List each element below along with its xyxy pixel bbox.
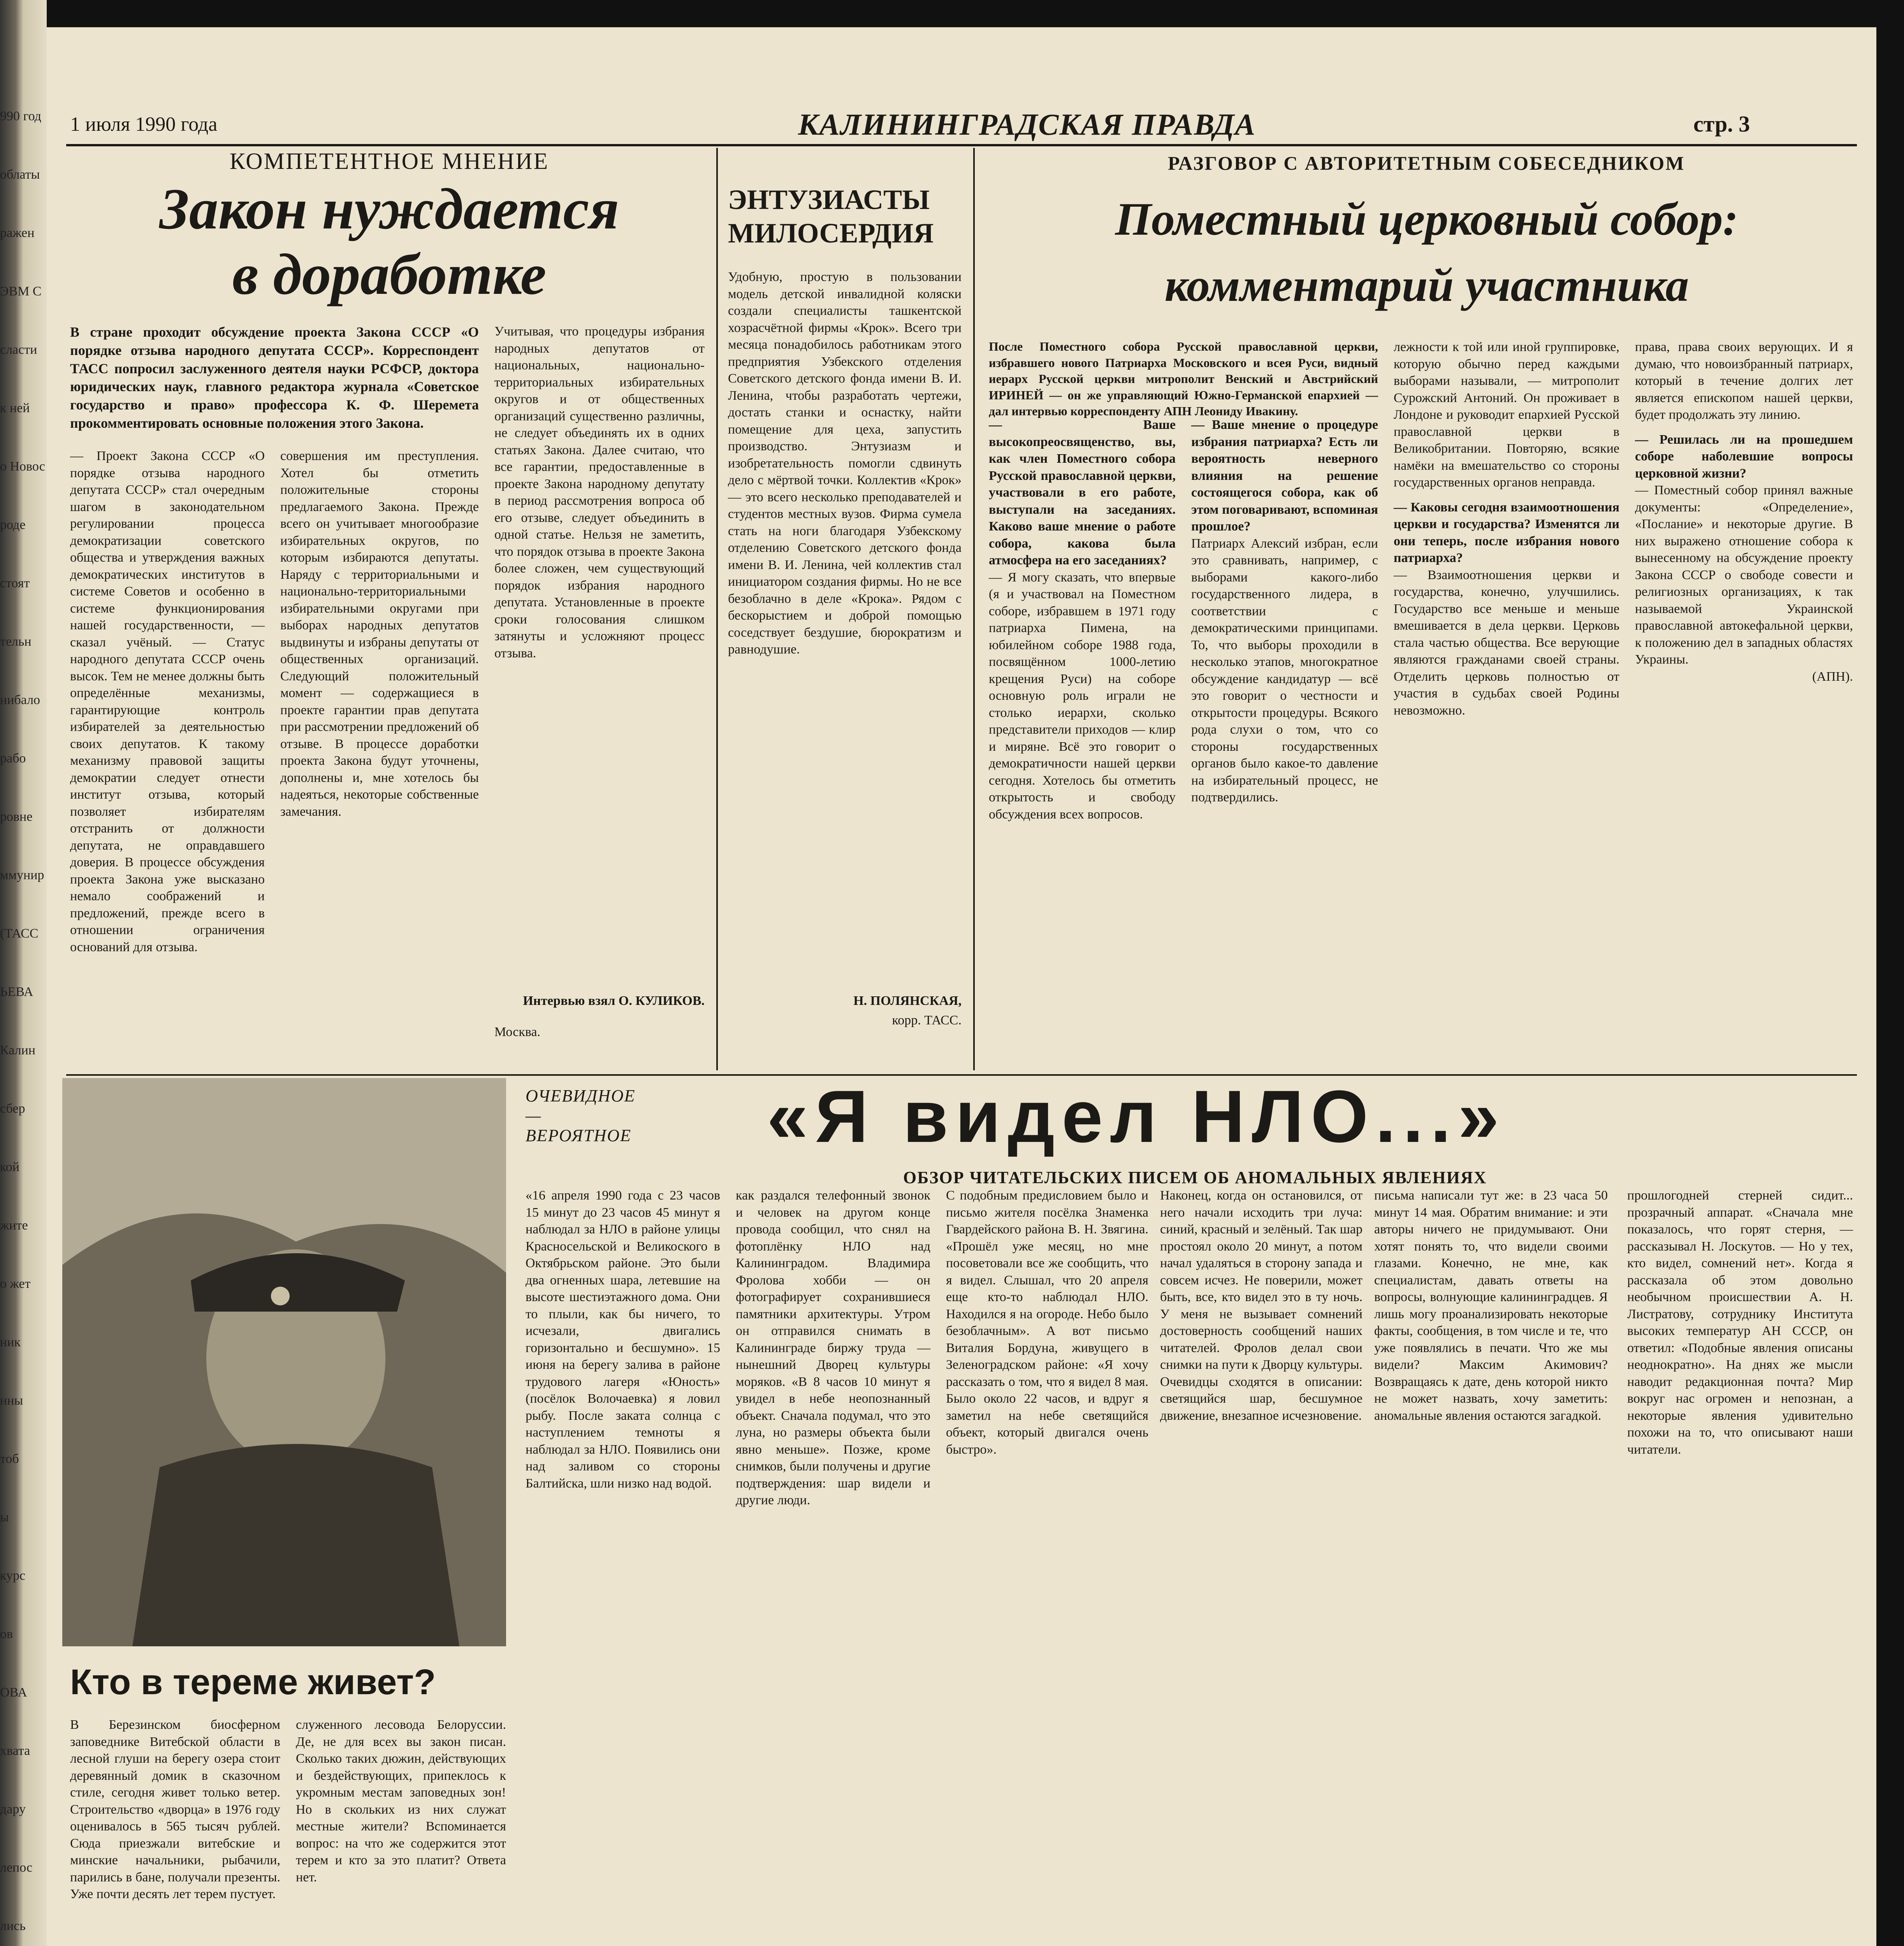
edge-fragment: ммунир	[0, 868, 44, 882]
edge-fragment: лепос	[0, 1860, 33, 1875]
terem-column-2: служенного лесовода Белоруссии. Де, не для всех вы закон писан. Сколько таких дюжин, действующих и бездействующих, припеклось к укромным местам заповедных зон! Но в скольких из них служат местные жители? Вспоминается вопрос: на что же содержится этот терем и кто за это платит? Ответа нет.	[296, 1718, 506, 1885]
edge-fragment: тоб	[0, 1452, 19, 1466]
enthusiasts-signature-role: корр. ТАСС.	[892, 1013, 962, 1027]
sobor-answer-3: лежности к той или иной группировке, которую обычно перед каждыми выборами называли, — митрополит Сурожский Антоний. Он проживает в Лондоне и руководит епархией Русской православной церкви в Великобритании. Повторяю, всякие намёки на вмешательство со стороны государственных органов неправда.	[1394, 340, 1619, 490]
edge-fragment: сбер	[0, 1101, 25, 1116]
expert-signature: Интервью взял О. КУЛИКОВ.	[523, 994, 705, 1008]
sobor-column-4	[1635, 339, 1853, 685]
enthusiasts-signature: Н. ПОЛЯНСКАЯ,	[853, 994, 962, 1008]
edge-fragment: ровне	[0, 810, 33, 824]
expert-article	[70, 148, 709, 305]
edge-fragment: стоят	[0, 576, 30, 590]
expert-title-line1: Закон нуждается	[159, 177, 619, 241]
terem-column-1: В Березинском биосферном заповеднике Витебской области в лесной глуши на берегу озера стоит деревянный домик в сказочном стиле, сегодня живет только ветер. Строительство «дворца» в 1976 году оценивалось в 565 тысяч рублей. Сюда приезжали витебские и минские начальники, рыбачили, парились в бане, получали презенты. Уже почти десять лет терем пустует.	[70, 1718, 280, 1902]
edge-fragment: кой	[0, 1160, 19, 1174]
sobor-answer-4: — Взаимоотношения церкви и государства, конечно, улучшились. Государство все меньше и меньше вмешивается в дела церкви. Церковь стала частью общества. Все верующие являются гражданами своей страны. Отделить церковь полностью от участия в судьбах своей Родины невозможно.	[1394, 567, 1619, 718]
sobor-column-3	[1394, 339, 1619, 719]
edge-fragment: о Новос	[0, 459, 45, 474]
ufo-rubric-line2: ВЕРОЯТНОЕ	[526, 1126, 631, 1145]
sobor-column-2	[1191, 416, 1378, 806]
column-divider	[716, 148, 718, 1070]
ufo-column-2: как раздался телефонный звонок и человек на другом конце провода сообщил, что снял на фотоплёнку НЛО над Калининградом. Владимира Фролова хобби — он фотографирует сохранившиеся памятники архитектуры. Утром он отправился снимать в Калининграде биржу труда — нынешний Дворец культуры моряков. «В 8 часов 10 минут я увидел в небе неопознанный объект. Сначала подумал, что это луна, но размеры объекта были явно меньше». Позже, кроме снимков, были получены и другие подтверждения: шар видели и другие люди.	[736, 1188, 930, 1508]
sobor-answer-5: права, права своих верующих. И я думаю, что новоизбранный патриарх, который в течение долгих лет является епископом нашей церкви, будет продолжать эту линию.	[1635, 340, 1853, 422]
expert-lead: В стране проходит обсуждение проекта Закона СССР «О порядке отзыва народного депутата СССР». Корреспондент ТАСС попросил заслуженного деятеля науки РСФСР, доктора юридических наук, главного редактора журнала «Советское государство и право» профессора К. Ф. Шеремета прокомментировать основные положения этого Закона.	[70, 324, 479, 431]
edge-fragment: ОВА	[0, 1685, 27, 1700]
ufo-column-4: Наконец, когда он остановился, от него начали исходить три луча: синий, красный и зелёный. Так шар простоял около 20 минут, а потом начал удаляться в сторону запада и совсем исчез. Не поверили, может быть, все, кто видел это в ту ночь. У меня не вызывает сомнений достоверность сообщений наших читателей. Фролов делал свои снимки на пути к Дворцу культуры. Очевидцы сходятся в описании: светящийся шар, бесшумное движение, внезапное исчезновение.	[1160, 1188, 1363, 1423]
ufo-column-6: прошлогодней стерней сидит... прозрачный аппарат. «Сначала мне показалось, что горят стерня, — рассказывал Н. Лоскутов. — Но у тех, кто видел, сомнений нет». Когда я рассказала об этом довольно необычном происшествии А. Н. Листратову, сотруднику Института высоких температур АН СССР, он ответил: «Подобные явления описаны неоднократно». На днях же мысли наводит редакционная почта? Мир вокруг нас огромен и непознан, а некоторые явления удивительно похожи на то, что описывают наши читатели.	[1627, 1188, 1853, 1457]
column-divider	[973, 148, 975, 1070]
sobor-title-line2: комментарий участника	[1164, 259, 1689, 311]
enthusiasts-title-line1: ЭНТУЗИАСТЫ	[728, 184, 930, 215]
header-rule	[66, 144, 1857, 146]
ufo-column-3: С подобным предисловием было и письмо жителя посёлка Знаменка Гвардейского района В. Н. Звягина. «Прошёл уже месяц, но мне посоветовали все же сообщить, что я видел. Слышал, что 20 апреля еще кто-то наблюдал НЛО. Находился я на огороде. Небо было безоблачным». А вот письмо Виталия Бордуна, живущего в Зеленоградском районе: «Я хочу рассказать о том, что я видел 8 мая. Было около 22 часов, и вдруг я заметил на небе светящийся объект, который двигался очень быстро».	[946, 1188, 1148, 1457]
edge-fragment: ражен	[0, 226, 35, 240]
issue-date: 1 июля 1990 года	[70, 113, 218, 135]
expert-title-line2: в доработке	[232, 242, 547, 307]
expert-column-1: — Проект Закона СССР «О порядке отзыва народного депутата СССР» стал очередным шагом в законодательном регулировании процесса демократизации советского общества и утверждения важных демократических институтов в системе Советов и особенно в системе функционирования нашей государственности, — сказал учёный. — Статус народного депутата СССР очень высок. Тем не менее должны быть определённые механизмы, гарантирующие контроль избирателей за деятельностью своих депутатов. К такому механизму правовой защиты демократии следует отнести институт отзыва, который позволяет избирателям отстранить от должности депутата, не оправдавшего доверия. В процессе обсуждения проекта Закона уже высказано немало соображений и предложений, прежде всего в отношении ограничения оснований для отзыва.	[70, 449, 265, 954]
newspaper-page	[47, 27, 1876, 1946]
edge-fragment: рабо	[0, 751, 26, 766]
photo-forester	[62, 1078, 506, 1646]
sobor-rubric: РАЗГОВОР С АВТОРИТЕТНЫМ СОБЕСЕДНИКОМ	[1168, 152, 1685, 174]
edge-fragment: облаты	[0, 167, 40, 182]
enthusiasts-title-line2: МИЛОСЕРДИЯ	[728, 218, 934, 249]
page-number: стр. 3	[1693, 111, 1750, 137]
sobor-answer-1: — Я могу сказать, что впервые (я и участвовал на Поместном соборе, избравшем в 1971 году патриарха Пимена, на юбилейном соборе 1988 года, посвящённом 1000-летию крещения Руси) на соборе основную роль играли не столько иерархи, сколько представители приходов — клир и миряне. Всё это говорит о демократичности нашей церкви сегодня. Хотелось бы отметить открытость и свободу обсуждения всех вопросов.	[989, 570, 1176, 822]
edge-fragment: тельн	[0, 634, 32, 649]
edge-fragment: 990 год	[0, 109, 41, 123]
edge-fragment: ЭВМ С	[0, 284, 42, 299]
ufo-column-5: письма написали тут же: в 23 часа 50 минут 14 мая. Обратим внимание: и эти авторы ничего не придумывают. Они хотят понять то, что видели своими глазами. Конечно, не мне, как специалистам, давать ответы на вопросы, волнующие калининградцев. Я лишь могу проанализировать некоторые факты, сообщения, в том числе и те, что уже появлялись в печати. Что же мы видели? Максим Акимович? Возвращаясь к дате, день которой никто не может назвать, хочу заметить: аномальные явления остаются загадкой.	[1374, 1188, 1608, 1423]
sobor-question-2: — Ваше мнение о процедуре избрания патриарха? Есть ли вероятность неверного влияния на решение состоящегося собора, как об этом поговаривают, вспоминая прошлое?	[1191, 418, 1378, 534]
edge-fragment: ы	[0, 1510, 9, 1524]
sobor-answer-2: Патриарх Алексий избран, если это сравнивать, например, с выборами какого-либо государственного лидера, в соответствии с демократическими принципами. То, что выборы проходили в несколько этапов, многократное обсуждение кандидатур — всё это говорит о честности и открытости процедуры. Всякого рода слухи о том, что со стороны государственных органов было какое-то давление на избирательный процесс, не подтвердились.	[1191, 536, 1378, 805]
edge-fragment: нны	[0, 1393, 23, 1408]
expert-column-2: совершения им преступления. Хотел бы отметить положительные стороны предлагаемого Закона. Прежде всего он учитывает многообразие избирательных округов, по которым избираются депутаты. Наряду с территориальными и национально-территориальными избирательными округами при выборах народных депутатов выдвинуты и избраны депутаты от общественных организаций. Следующий положительный момент — содержащиеся в проекте гарантии прав депутата при рассмотрении предложений об отзыве. В процессе доработки проекта Закона будут уточнены, дополнены и, мне хотелось бы надеяться, некоторые собственные замечания.	[280, 449, 479, 819]
edge-fragment: (ТАСС	[0, 926, 39, 941]
edge-fragment: о жет	[0, 1277, 31, 1291]
edge-fragment: курс	[0, 1568, 26, 1583]
edge-fragment: ов	[0, 1627, 13, 1641]
terem-title: Кто в тереме живет?	[70, 1662, 436, 1702]
sobor-title-line1: Поместный церковный собор:	[1115, 193, 1739, 245]
expert-column-3: Учитывая, что процедуры избрания народных депутатов от национальных, национально-территориальных избирательных округов и от общественных организаций существенно различны, не следует объединять их в одних статьях Закона. Далее считаю, что все гарантии, предоставленные в проекте Закона народному депутату в период рассмотрения вопроса об его отзыве, следует объединить в одной статье. Нельзя не заметить, что порядок отзыва в проекте Закона более сложен, чем существующий порядок избрания народного депутата. Установленные в проекте сроки голосования слишком затянуты и усложняют процесс отзыва.	[494, 324, 705, 660]
ufo-title: «Я видел НЛО...»	[767, 1075, 1506, 1158]
edge-fragment: хвата	[0, 1744, 30, 1758]
edge-fragment: роде	[0, 518, 26, 532]
edge-fragment: лись	[0, 1919, 26, 1933]
edge-fragment: сласти	[0, 342, 37, 357]
edge-fragment: нибало	[0, 693, 40, 707]
sobor-question-1: — Ваше высокопреосвященство, вы, как член Поместного собора Русской православной церкви, участвовали в его работе, выступали на заседаниях. Каково ваше мнение о работе собора, какова была атмосфера на его заседаниях?	[989, 418, 1176, 568]
sobor-signature: (АПН).	[1812, 669, 1853, 684]
left-page-edge	[0, 0, 47, 1946]
sobor-question-4: — Решилась ли на прошедшем соборе наболевшие вопросы церковной жизни?	[1635, 432, 1853, 481]
edge-fragment: Калин	[0, 1043, 35, 1057]
ufo-rubric-box	[526, 1086, 642, 1145]
enthusiasts-article	[728, 183, 962, 250]
sobor-lead: После Поместного собора Русской православной церкви, избравшего нового Патриарха Московского и всея Руси, видный иерарх Русской церкви митрополит Венский и Австрийский ИРИНЕЙ — он же управляющий Южно-Германской епархией — дал интервью корреспонденту АПН Леониду Ивакину.	[989, 339, 1378, 418]
edge-fragment: к ней	[0, 401, 30, 415]
edge-fragment: жите	[0, 1218, 28, 1233]
sobor-column-1	[989, 416, 1176, 823]
ufo-column-1: «16 апреля 1990 года с 23 часов 15 минут до 23 часов 45 минут я наблюдал за НЛО в районе улицы Красносельской и Великоского в Октябрьском районе. Это были два огненных шара, летевшие на высоте шестиэтажного дома. Они то плыли, как бы ничего, то исчезали, двигались горизонтально и бесшумно». 15 июня на берегу залива в районе трудового лагеря «Юность» (посёлок Волочаевка) я ловил рыбу. После заката солнца с наступлением темноты я наблюдал за НЛО. Появились они над заливом со стороны Балтийска, шли низко над водой.	[526, 1188, 720, 1491]
enthusiasts-text: Удобную, простую в пользовании модель детской инвалидной коляски создали специалисты ташкентской хозрасчётной фирмы «Крок». Всего три месяца понадобилось работникам этого предприятия Узбекского отделения Советского детского фонда имени В. И. Ленина, чтобы разработать чертежи, достать станки и оснастку, найти помещение для цеха, запустить производство. Энтузиазм и изобретательность помогли сдвинуть дело с мёртвой точки. Коллектив «Крок» — это всего несколько преподавателей и студентов местных вузов. Фирма сумела стать на ноги благодаря Узбекскому отделению Советского детского фонда имени В. И. Ленина, чей коллектив стал инициатором создания фирмы. Но не все безоблачно в деле «Крока». Рядом с бескорыстием и доброй помощью соседствует бездушие, бюрократизм и равнодушие.	[728, 270, 962, 657]
edge-fragment: дару	[0, 1802, 26, 1816]
sobor-answer-6: — Поместный собор принял важные документы: «Определение», «Послание» и некоторые другие. В них выражено отношение собора к вынесенному на обсуждение проекту Закона СССР о свободе совести и религиозных организациях, к так называемой Украинской православной автокефальной церкви, к положению дел в западных областях Украины.	[1635, 483, 1853, 667]
sobor-question-3: — Каковы сегодня взаимоотношения церкви и государства? Изменятся ли они теперь, после избрания нового патриарха?	[1394, 500, 1619, 566]
edge-fragment: ник	[0, 1335, 21, 1349]
ufo-subtitle: ОБЗОР ЧИТАТЕЛЬСКИХ ПИСЕМ ОБ АНОМАЛЬНЫХ ЯВЛЕНИЯХ	[903, 1168, 1487, 1187]
edge-fragment: ЬЕВА	[0, 985, 33, 999]
expert-rubric: КОМПЕТЕНТНОЕ МНЕНИЕ	[229, 148, 549, 174]
expert-place: Москва.	[494, 1025, 541, 1039]
forester-figure-icon	[62, 1078, 506, 1646]
ufo-rubric-line1: ОЧЕВИДНОЕ—	[526, 1086, 636, 1125]
newspaper-name: КАЛИНИНГРАДСКАЯ ПРАВДА	[798, 107, 1256, 141]
